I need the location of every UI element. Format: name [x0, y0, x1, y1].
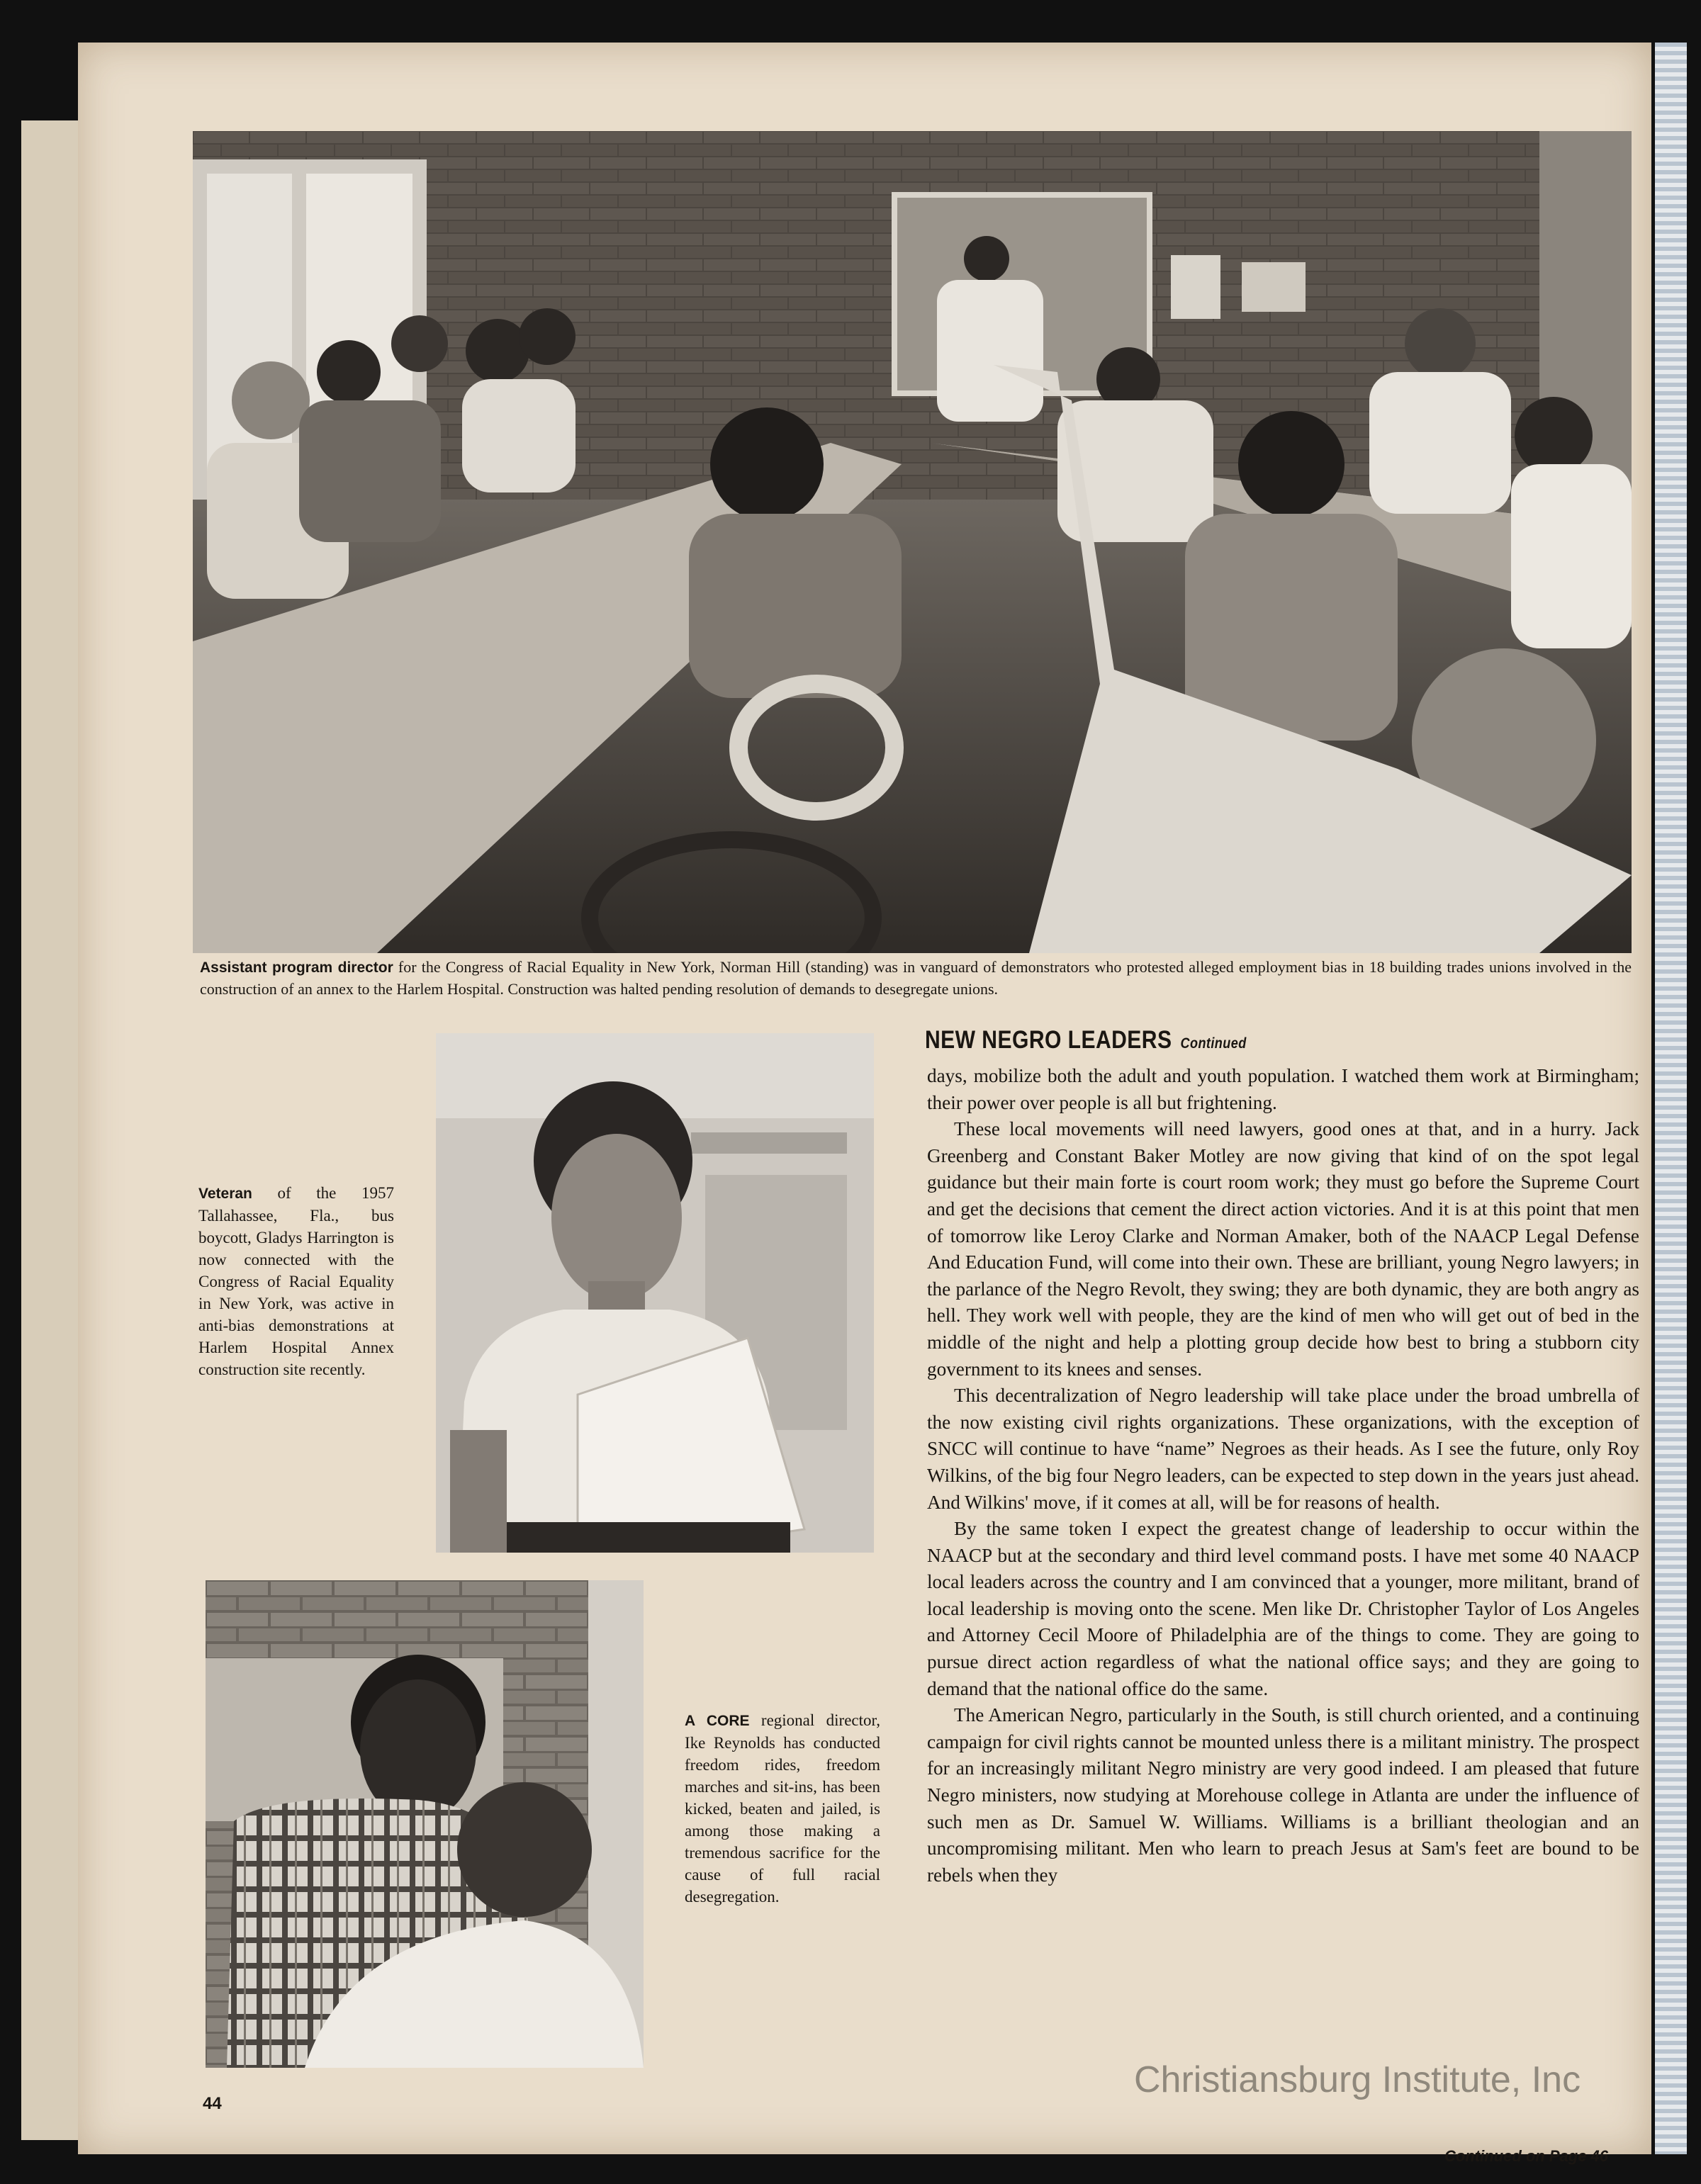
article-paragraph: This decentralization of Negro leadership will take place under the broad umbrella of the now existing civil rights organizations. These organizations, with the exception of SNCC will continue to have “name” Negroes as their heads. As I see the future, only Roy Wilkins, of the big four Negro leaders, can be expected to step down in the years just ahead. And Wilkins' move, if it comes at all, will be for reasons of health.	[927, 1385, 1639, 1513]
article-heading	[925, 1026, 1247, 1054]
article-paragraph: These local movements will need lawyers, good ones at that, and in a hurry. Jack Greenberg and Constant Baker Motley are now giving that kind of on the spot legal guidance but their main forte is court room work; they must go before the Supreme Court and get the decisions that cement the direct action victories. And it is at this point that men of tomorrow like Leroy Clarke and Norman Amaker, both of the NAACP Legal Defense And Education Fund, will come into their own. These are brilliant, young Negro lawyers; in the parlance of the Negro Revolt, they swing; they are both dynamic, they are both angry as hell. They work well with people, they are the kind of men who will get out of bed in the middle of the night and help a plotting group decide how best to bring a stubborn city government to its knees and senses.	[927, 1118, 1639, 1380]
archive-watermark: Christiansburg Institute, Inc	[1134, 2059, 1581, 2100]
caption-lead: Assistant program director	[200, 959, 393, 976]
continued-label: Continued	[1180, 1035, 1247, 1052]
article-paragraph: The American Negro, particularly in the South, is still church oriented, and a continuing campaign for civil rights cannot be mounted unless there is a militant ministry. The prospect for an increasingly militant Negro ministry are very good indeed. I am pleased that future Negro ministers, now studying at Morehouse college in Atlanta are under the influence of such men as Dr. Samuel W. Williams. Williams is a brilliant theologian and an uncompromising militant. Men who learn to preach Jesus at Sam's feet are bound to be rebels when they	[927, 1704, 1639, 1886]
torn-page-edge	[21, 120, 85, 2140]
caption-text: for the Congress of Racial Equality in New York, Norman Hill (standing) was in vanguard of demonstrators who protested alleged employment bias in 18 building trades unions involved in the construction of an annex to the Harlem Hospital. Construction was halted pending resolution of demands to desegregate unions.	[200, 958, 1632, 998]
page-number: 44	[203, 2094, 222, 2113]
classroom-photo-caption	[200, 957, 1632, 1000]
article-paragraph: days, mobilize both the adult and youth population. I watched them work at Birmingham; their power over people is all but frightening.	[927, 1065, 1639, 1113]
harrington-caption	[198, 1182, 394, 1380]
reynolds-photo	[206, 1580, 644, 2068]
caption-text: of the 1957 Tallahassee, Fla., bus boycott, Gladys Harrington is now connected with the Congress of Racial Equality in New York, was active in anti-bias demonstrations at Harlem Hospital Annex construction site recently.	[198, 1184, 394, 1378]
binding-edge	[1655, 43, 1687, 2154]
continued-on-page: Continued on Page 46	[1444, 2147, 1609, 2165]
article-title: NEW NEGRO LEADERS	[925, 1026, 1172, 1054]
caption-text: regional director, Ike Reynolds has conducted freedom rides, freedom marches and sit-ins, has been kicked, beaten and jailed, is among those making a tremendous sacrifice for the cause of full racial desegregation.	[685, 1711, 880, 1906]
caption-lead: Veteran	[198, 1186, 252, 1202]
caption-lead: A CORE	[685, 1713, 750, 1729]
reynolds-caption	[685, 1709, 880, 1908]
classroom-photo	[193, 131, 1632, 953]
harrington-photo	[436, 1033, 874, 1553]
article-paragraph: By the same token I expect the greatest change of leadership to occur within the NAACP but at the secondary and third level command posts. I have met some 40 NAACP local leaders across the country and I am convinced that a younger, more militant, brand of local leadership is moving onto the scene. Men like Dr. Christopher Taylor of Los Angeles and Attorney Cecil Moore of Philadelphia are of the things to come. They are going to pursue direct action regardless of what the national office says; and they are going to demand that the national office do the same.	[927, 1518, 1639, 1699]
article-body	[927, 1063, 1639, 1889]
